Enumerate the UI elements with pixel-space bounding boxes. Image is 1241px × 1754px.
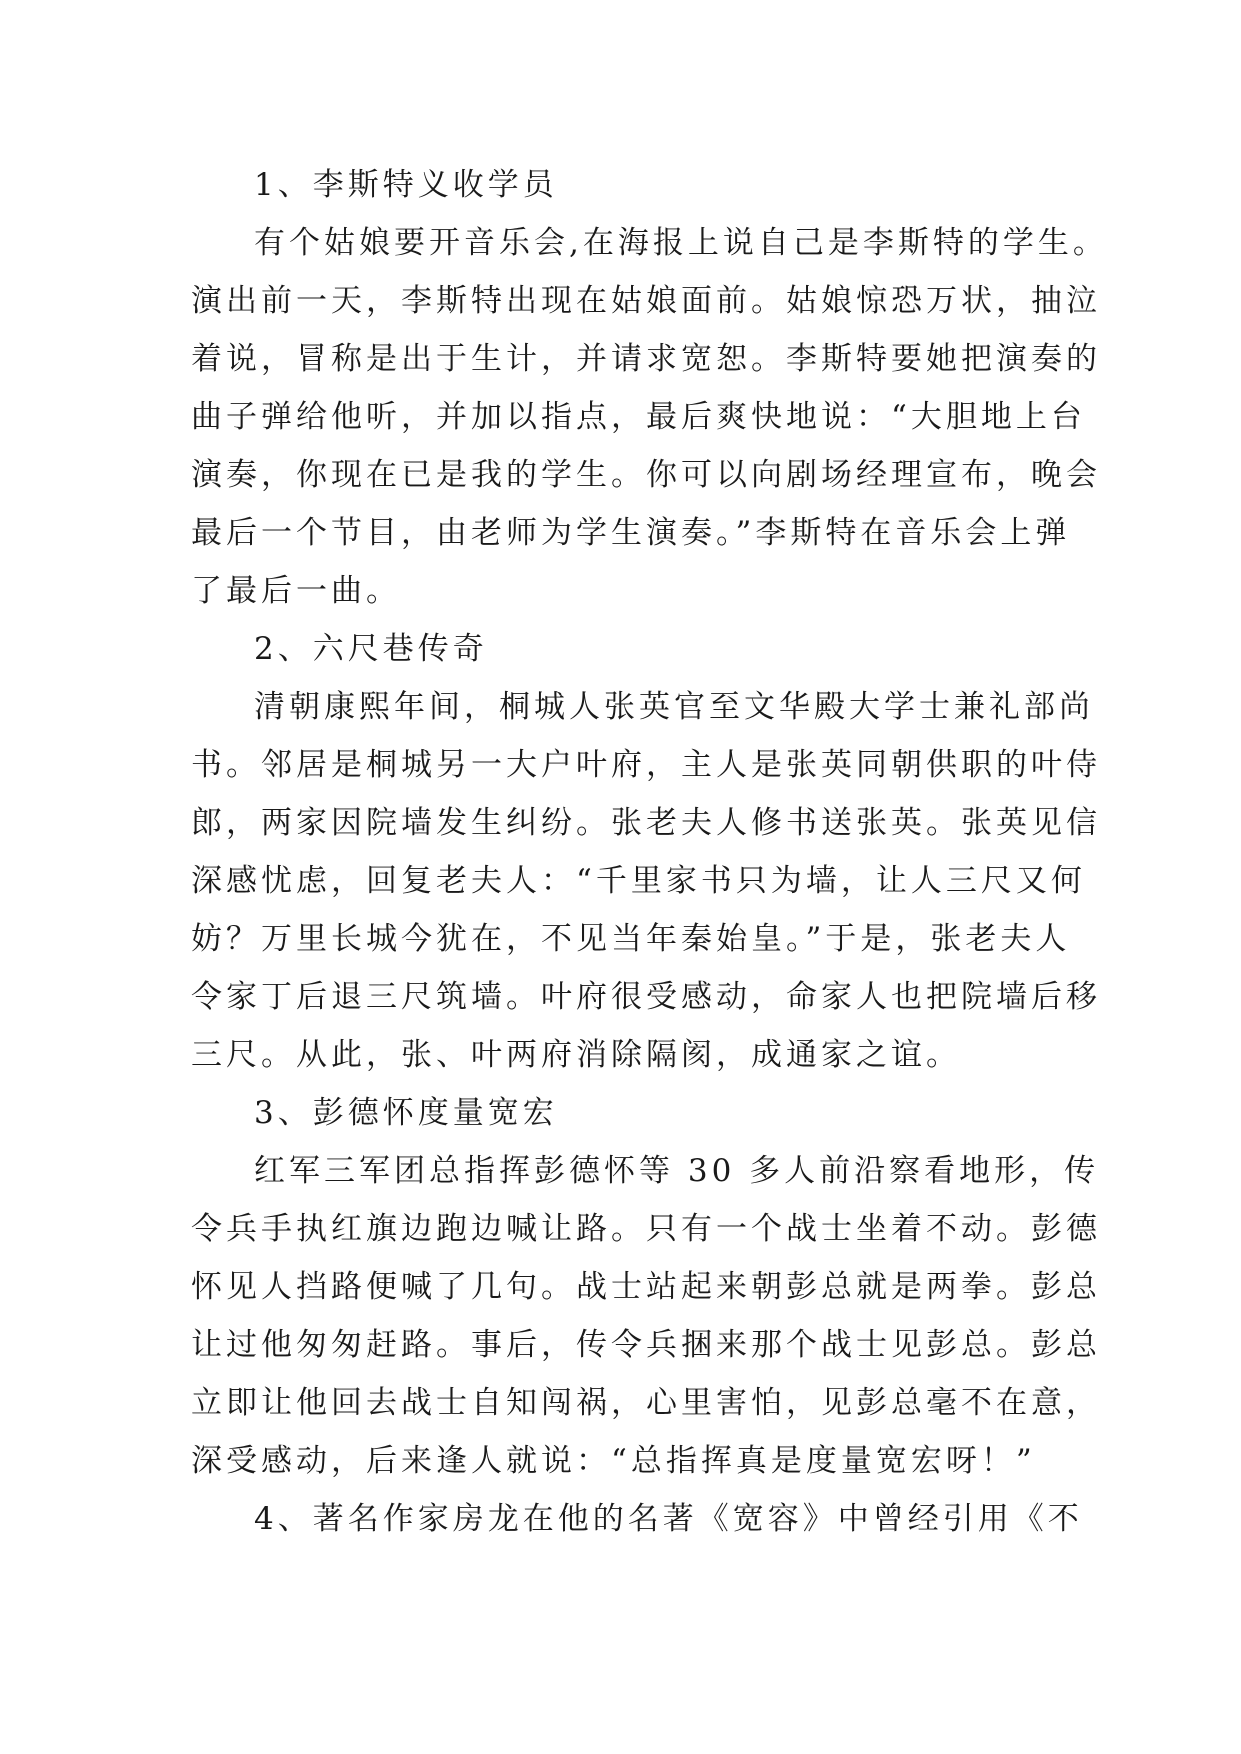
paragraph-line: 书。邻居是桐城另一大户叶府，主人是张英同朝供职的叶侍 xyxy=(191,747,1101,783)
paragraph-line: 有个姑娘要开音乐会,在海报上说自己是李斯特的学生。 xyxy=(254,225,1108,261)
paragraph-line: 让过他匆匆赶路。事后，传令兵捆来那个战士见彭总。彭总 xyxy=(191,1327,1101,1363)
paragraph-line: 了最后一曲。 xyxy=(191,573,401,609)
paragraph-line: 曲子弹给他听，并加以指点，最后爽快地说：“大胆地上台 xyxy=(191,399,1086,435)
paragraph-line: 立即让他回去战士自知闯祸，心里害怕，见彭总毫不在意， xyxy=(191,1385,1101,1421)
paragraph-line: 怀见人挡路便喊了几句。战士站起来朝彭总就是两拳。彭总 xyxy=(191,1269,1101,1305)
paragraph-line: 着说，冒称是出于生计，并请求宽恕。李斯特要她把演奏的 xyxy=(191,341,1101,377)
paragraph-line: 演出前一天，李斯特出现在姑娘面前。姑娘惊恐万状，抽泣 xyxy=(191,283,1101,319)
paragraph-line: 最后一个节目，由老师为学生演奏。”李斯特在音乐会上弹 xyxy=(191,515,1071,551)
paragraph-line: 深受感动，后来逢人就说：“总指挥真是度量宽宏呀！” xyxy=(191,1443,1036,1479)
paragraph-line: 深感忧虑，回复老夫人：“千里家书只为墙，让人三尺又何 xyxy=(191,863,1086,899)
paragraph-line: 妨？万里长城今犹在，不见当年秦始皇。”于是，张老夫人 xyxy=(191,921,1071,957)
paragraph-line: 演奏，你现在已是我的学生。你可以向剧场经理宣布，晚会 xyxy=(191,457,1101,493)
paragraph-line: 三尺。从此，张、叶两府消除隔阂，成通家之谊。 xyxy=(191,1037,961,1073)
paragraph-line: 令兵手执红旗边跑边喊让路。只有一个战士坐着不动。彭德 xyxy=(191,1211,1101,1247)
section-heading-3: 3、彭德怀度量宽宏 xyxy=(254,1095,558,1131)
paragraph-line: 清朝康熙年间，桐城人张英官至文华殿大学士兼礼部尚 xyxy=(254,689,1094,725)
section-heading-4: 4、著名作家房龙在他的名著《宽容》中曾经引用《不 xyxy=(254,1501,1083,1537)
section-heading-2: 2、六尺巷传奇 xyxy=(254,631,488,667)
paragraph-line: 红军三军团总指挥彭德怀等 30 多人前沿察看地形，传 xyxy=(254,1153,1100,1189)
paragraph-line: 郎，两家因院墙发生纠纷。张老夫人修书送张英。张英见信 xyxy=(191,805,1101,841)
paragraph-line: 令家丁后退三尺筑墙。叶府很受感动，命家人也把院墙后移 xyxy=(191,979,1101,1015)
section-heading-1: 1、李斯特义收学员 xyxy=(254,167,558,203)
